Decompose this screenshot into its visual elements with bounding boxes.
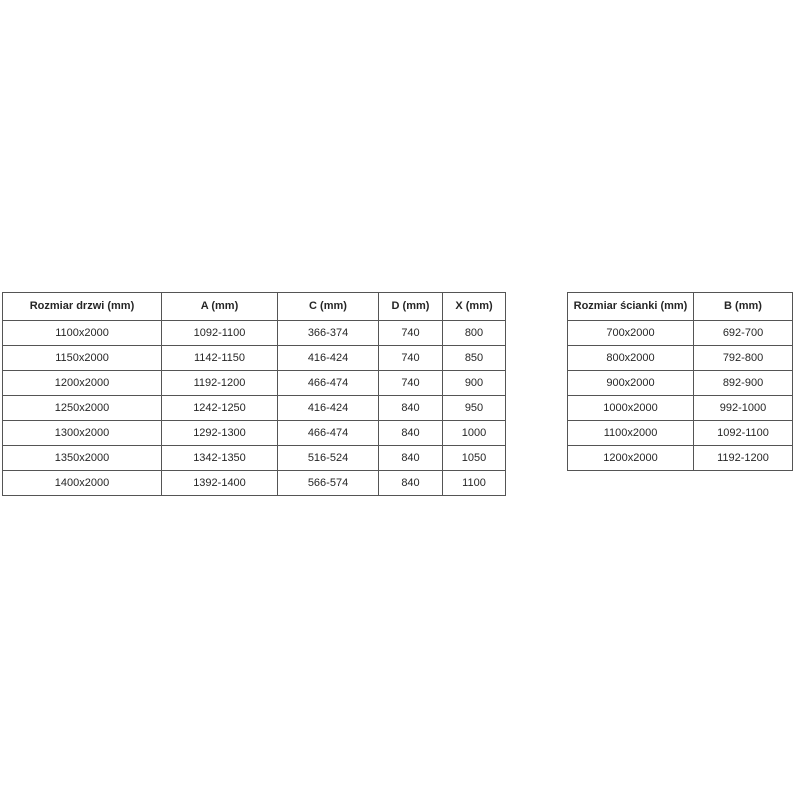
column-header: Rozmiar drzwi (mm) (3, 293, 162, 321)
door-size-table (2, 292, 506, 496)
table-row (568, 321, 793, 346)
table-row (3, 346, 506, 371)
table-cell: 840 (379, 446, 443, 471)
table-cell: 1342-1350 (162, 446, 278, 471)
column-header: X (mm) (443, 293, 506, 321)
table-cell: 1000 (443, 421, 506, 446)
table-cell: 416-424 (278, 396, 379, 421)
table-row (3, 421, 506, 446)
table-cell: 1250x2000 (3, 396, 162, 421)
table-cell: 566-574 (278, 471, 379, 496)
table-cell: 740 (379, 371, 443, 396)
table-cell: 992-1000 (694, 396, 793, 421)
table-cell: 1100x2000 (568, 421, 694, 446)
table-cell: 840 (379, 421, 443, 446)
table-cell: 950 (443, 396, 506, 421)
table-cell: 1092-1100 (162, 321, 278, 346)
column-header: C (mm) (278, 293, 379, 321)
table-cell: 850 (443, 346, 506, 371)
column-header: A (mm) (162, 293, 278, 321)
table-cell: 800x2000 (568, 346, 694, 371)
table-cell: 692-700 (694, 321, 793, 346)
table-cell: 740 (379, 321, 443, 346)
table-cell: 1350x2000 (3, 446, 162, 471)
header-row (3, 293, 506, 321)
table-cell: 1192-1200 (162, 371, 278, 396)
table-row (568, 446, 793, 471)
table-cell: 892-900 (694, 371, 793, 396)
table-cell: 740 (379, 346, 443, 371)
table-cell: 840 (379, 396, 443, 421)
table-cell: 1200x2000 (568, 446, 694, 471)
table-cell: 900 (443, 371, 506, 396)
table-row (3, 446, 506, 471)
table-row (568, 346, 793, 371)
table-cell: 1392-1400 (162, 471, 278, 496)
table-cell: 1242-1250 (162, 396, 278, 421)
table-cell: 800 (443, 321, 506, 346)
table-cell: 792-800 (694, 346, 793, 371)
table-cell: 416-424 (278, 346, 379, 371)
table-cell: 700x2000 (568, 321, 694, 346)
table-row (568, 371, 793, 396)
table-row (568, 421, 793, 446)
column-header: D (mm) (379, 293, 443, 321)
table-cell: 1142-1150 (162, 346, 278, 371)
table-cell: 466-474 (278, 371, 379, 396)
table-cell: 1300x2000 (3, 421, 162, 446)
column-header: B (mm) (694, 293, 793, 321)
table-cell: 1000x2000 (568, 396, 694, 421)
table-cell: 1100x2000 (3, 321, 162, 346)
table-cell: 900x2000 (568, 371, 694, 396)
table-row (568, 396, 793, 421)
table-cell: 1050 (443, 446, 506, 471)
table-row (3, 371, 506, 396)
table-cell: 1150x2000 (3, 346, 162, 371)
table-row (3, 396, 506, 421)
table-cell: 1192-1200 (694, 446, 793, 471)
table-cell: 1292-1300 (162, 421, 278, 446)
table-cell: 1092-1100 (694, 421, 793, 446)
table-row (3, 321, 506, 346)
wall-size-table (567, 292, 793, 471)
table-cell: 466-474 (278, 421, 379, 446)
table-row (3, 471, 506, 496)
table-cell: 516-524 (278, 446, 379, 471)
table-cell: 1400x2000 (3, 471, 162, 496)
table-cell: 366-374 (278, 321, 379, 346)
table-cell: 1100 (443, 471, 506, 496)
table-cell: 840 (379, 471, 443, 496)
table-cell: 1200x2000 (3, 371, 162, 396)
header-row (568, 293, 793, 321)
column-header: Rozmiar ścianki (mm) (568, 293, 694, 321)
